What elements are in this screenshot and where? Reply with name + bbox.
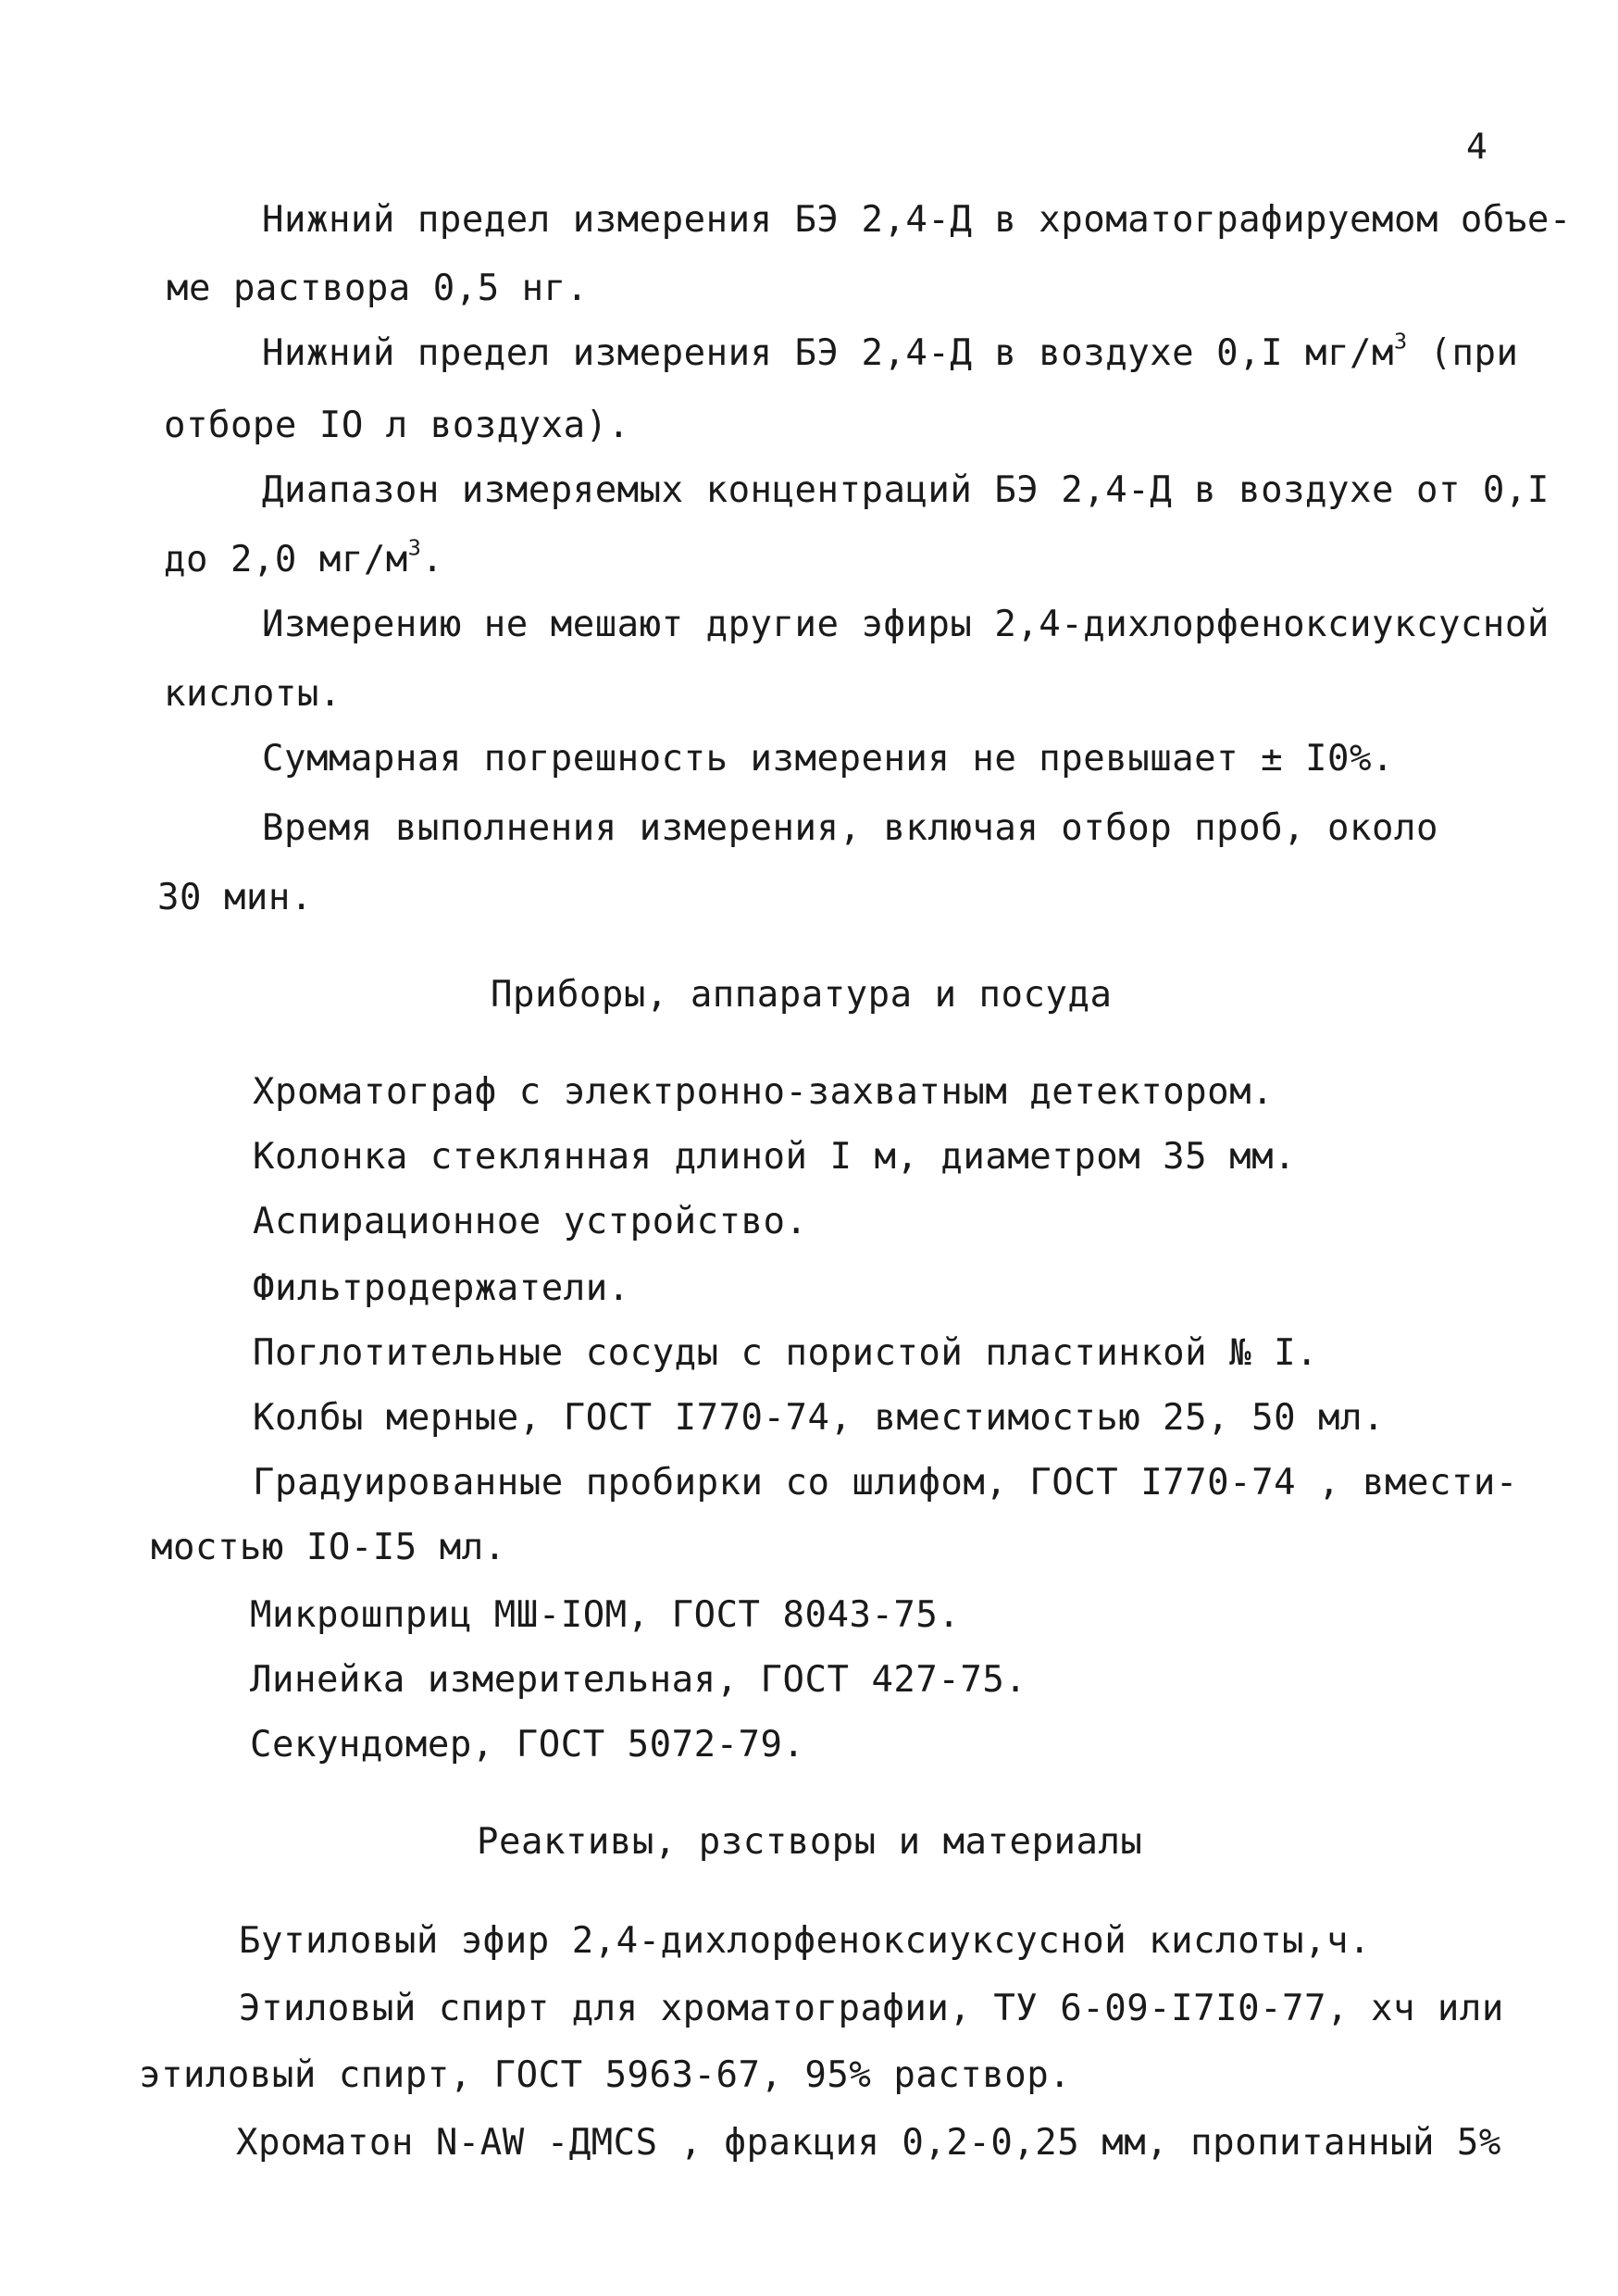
paragraph-line: [262, 328, 1519, 374]
section-heading: Реактивы, рзстворы и материалы: [477, 1821, 1143, 1863]
section-heading: Приборы, аппаратура и посуда: [491, 974, 1113, 1016]
list-item: Секундомер, ГОСТ 5072-79.: [250, 1724, 805, 1766]
list-item: Поглотительные сосуды с пористой пластинкой № I.: [253, 1332, 1319, 1374]
paragraph-line: кислоты.: [164, 673, 342, 715]
text-fragment: .: [421, 539, 444, 580]
superscript: 3: [1393, 328, 1408, 355]
list-item: Аспирационное устройство.: [253, 1201, 808, 1242]
paragraph-line: ме раствора 0,5 нг.: [167, 268, 589, 309]
text-fragment: до 2,0 мг/м: [164, 539, 408, 580]
paragraph-line: [164, 534, 444, 580]
list-item: Линейка измерительная, ГОСТ 427-75.: [250, 1659, 1027, 1701]
list-item: Хроматограф с электронно-захватным детектором.: [253, 1071, 1275, 1113]
list-item: Микрошприц МШ-IOМ, ГОСТ 8043-75.: [250, 1594, 961, 1636]
text-fragment: (при: [1407, 332, 1519, 374]
paragraph-line: Диапазон измеряемых концентраций БЭ 2,4-Д в воздухе от 0,I: [262, 469, 1550, 511]
paragraph-line: 30 мин.: [157, 877, 313, 918]
paragraph-line: Время выполнения измерения, включая отбор проб, около: [262, 807, 1438, 849]
superscript: 3: [407, 534, 422, 561]
paragraph-line: отборе IO л воздуха).: [164, 405, 630, 446]
list-item: Фильтродержатели.: [253, 1267, 630, 1309]
list-item: Градуированные пробирки со шлифом, ГОСТ I770-74 , вмести-: [253, 1462, 1518, 1504]
list-item: Колонка стеклянная длиной I м, диаметром 35 мм.: [253, 1136, 1297, 1178]
paragraph-line: Измерению не мешают другие эфиры 2,4-дихлорфеноксиуксусной: [262, 604, 1550, 645]
page-number: 4: [1466, 126, 1487, 167]
list-item: Бутиловый эфир 2,4-дихлорфеноксиуксусной кислоты,ч.: [239, 1920, 1371, 1962]
paragraph-line: Нижний предел измерения БЭ 2,4-Д в хроматографируемом объе-: [262, 199, 1572, 241]
list-item: Хроматон N-AW -ДМCS , фракция 0,2-0,25 мм, пропитанный 5%: [236, 2122, 1501, 2164]
list-item: Этиловый спирт для хроматографии, ТУ 6-09-I7I0-77, хч или: [239, 1988, 1504, 2029]
list-item: мостью IO-I5 мл.: [151, 1527, 506, 1568]
text-fragment: Нижний предел измерения БЭ 2,4-Д в воздухе 0,I мг/м: [262, 332, 1394, 374]
list-item: этиловый спирт, ГОСТ 5963-67, 95% раствор.: [139, 2054, 1072, 2096]
list-item: Колбы мерные, ГОСТ I770-74, вместимостью 25, 50 мл.: [253, 1397, 1385, 1439]
paragraph-line: Суммарная погрешность измерения не превышает ± I0%.: [262, 738, 1394, 780]
